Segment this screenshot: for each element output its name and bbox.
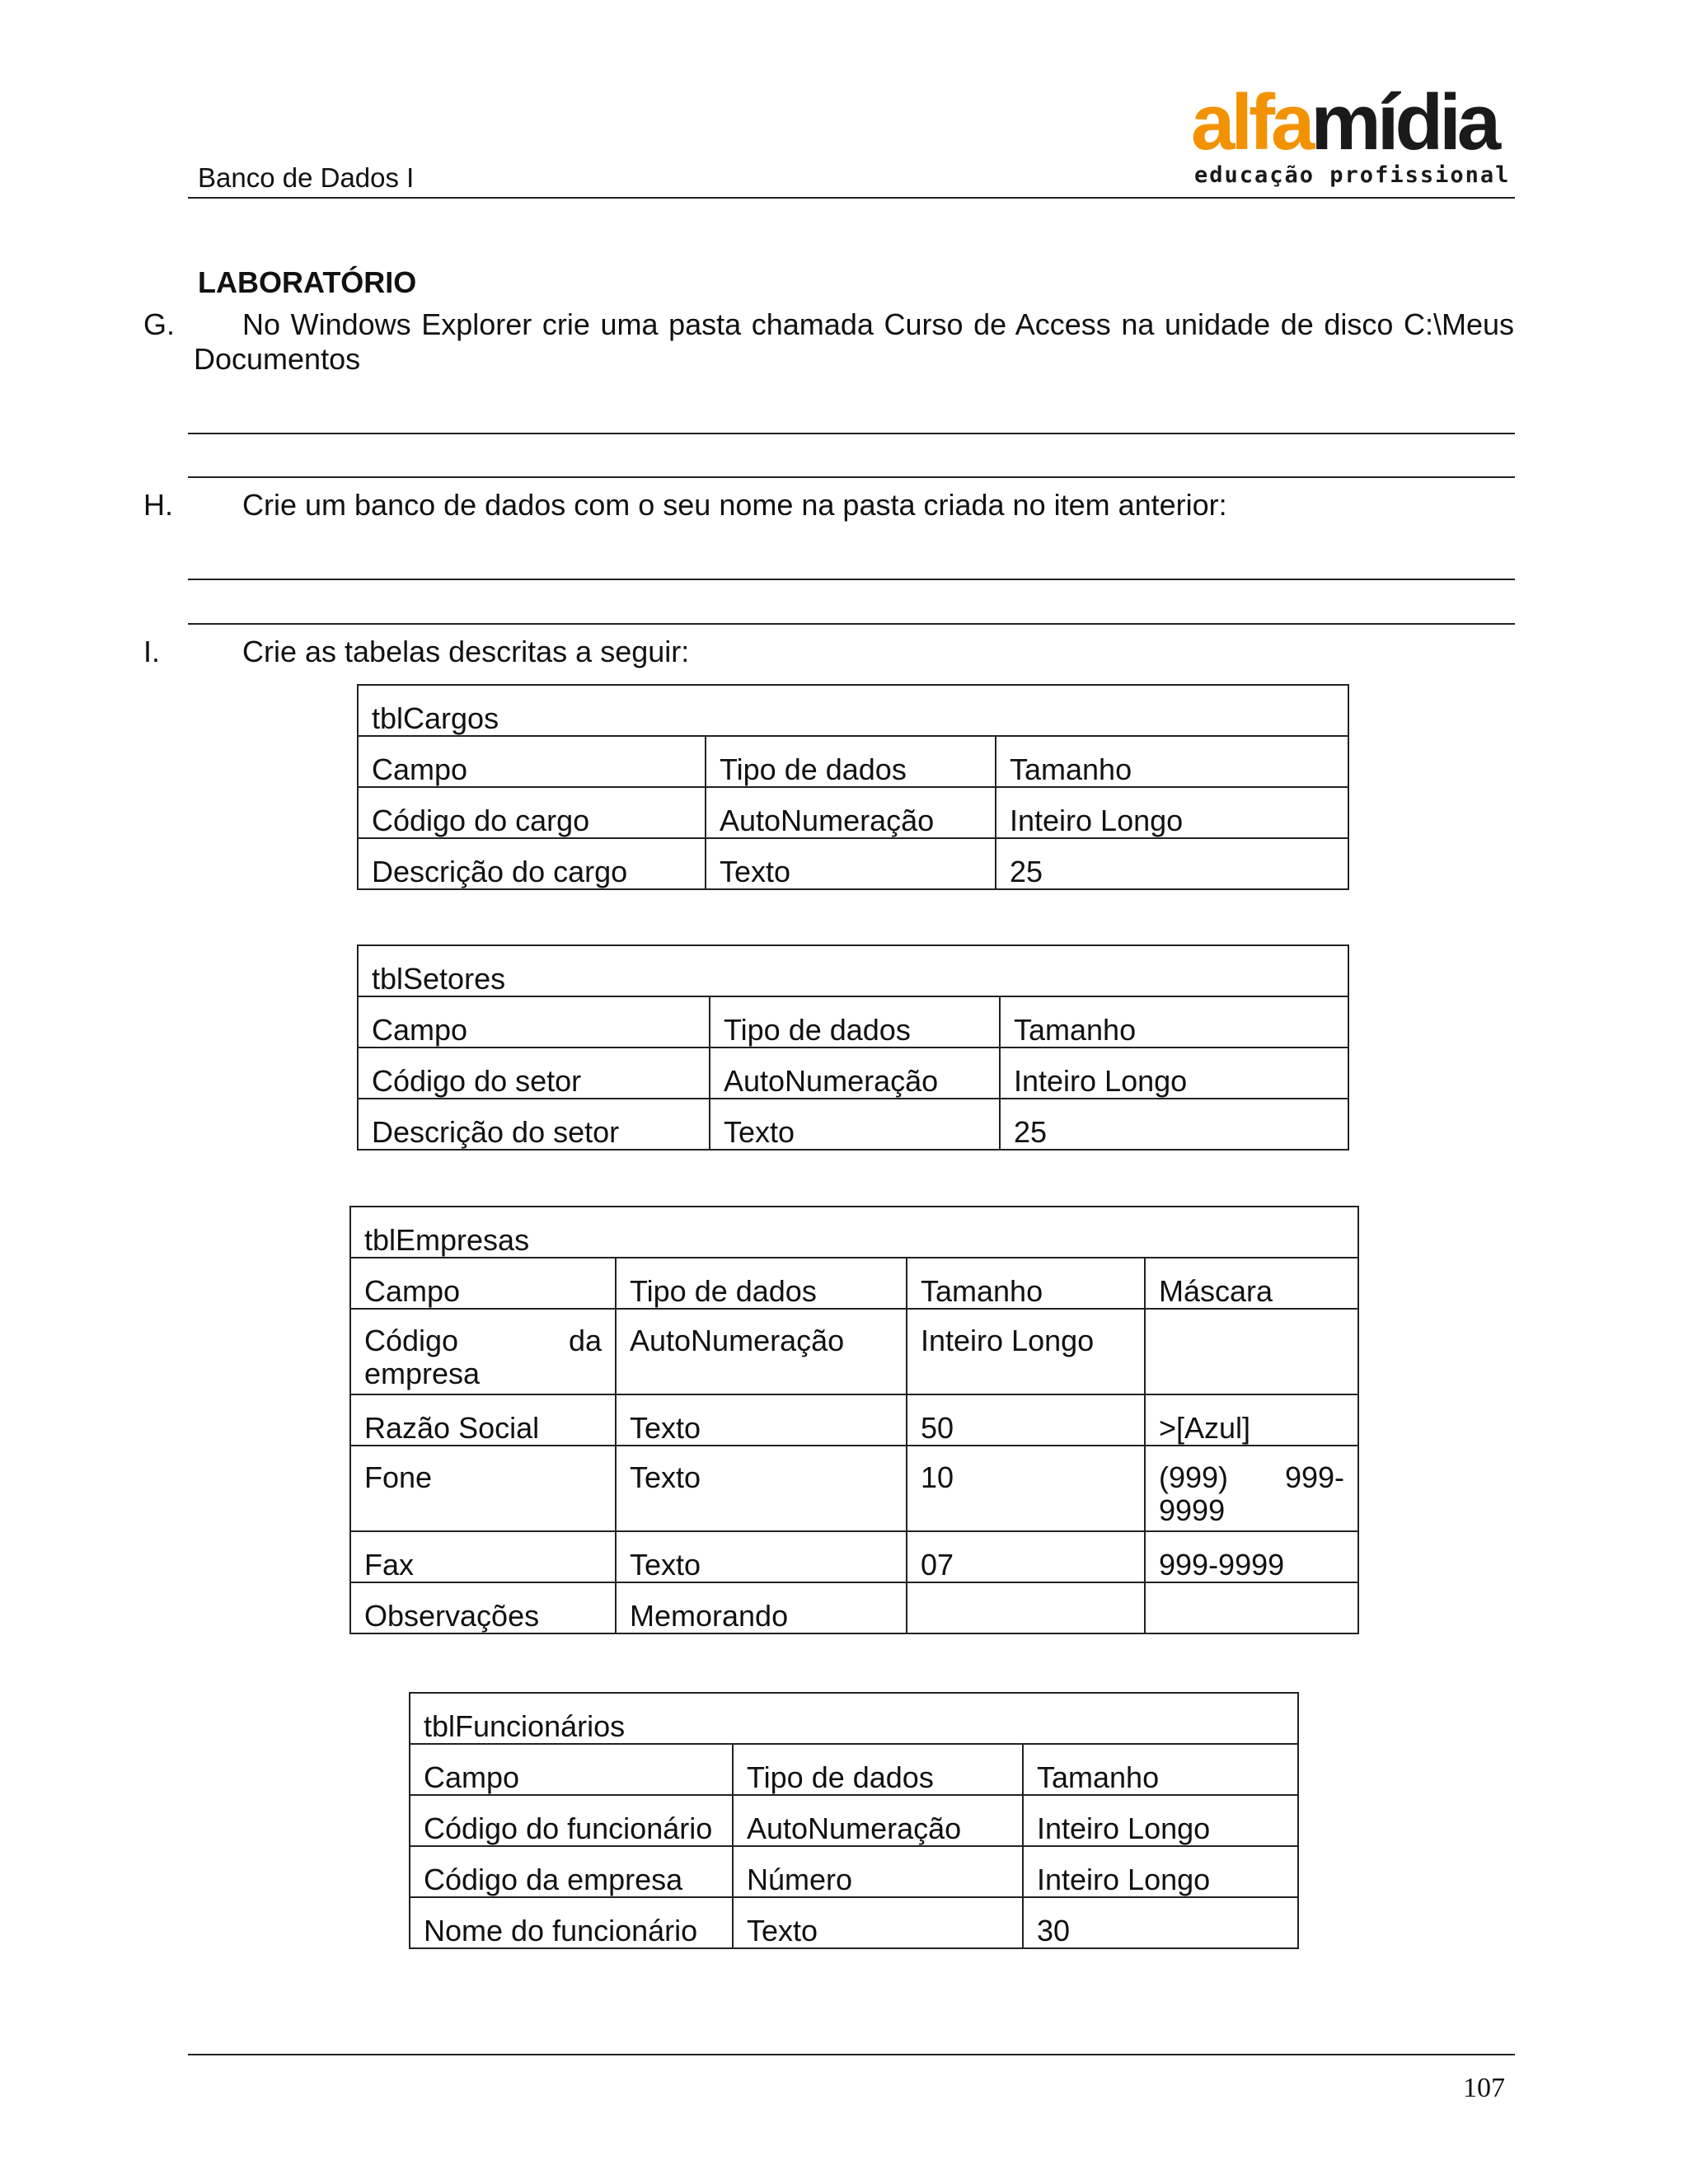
column-header: Máscara <box>1145 1258 1358 1309</box>
table-cell: 25 <box>1000 1099 1348 1150</box>
column-header: Tipo de dados <box>710 996 1000 1047</box>
table-caption-row <box>410 1693 1298 1744</box>
table-caption-row <box>350 1207 1358 1258</box>
table-cell: Inteiro Longo <box>1000 1047 1348 1099</box>
table-tblcargos <box>357 684 1349 890</box>
table-cell: Texto <box>616 1531 907 1582</box>
table-header-row <box>410 1744 1298 1795</box>
table-cell: Inteiro Longo <box>1023 1795 1298 1846</box>
table-cell: Fone <box>350 1446 616 1531</box>
column-header: Campo <box>410 1744 733 1795</box>
item-g-text: No Windows Explorer crie uma pasta chamada Curso de Access na unidade de disco C:\Meus Documentos <box>194 307 1514 376</box>
table-cell: >[Azul] <box>1145 1394 1358 1446</box>
table-row <box>350 1582 1358 1633</box>
answer-line <box>188 579 1515 580</box>
table-tblfuncionarios <box>409 1692 1299 1949</box>
column-header: Campo <box>358 736 706 787</box>
table-cell: AutoNumeração <box>616 1309 907 1394</box>
table-row <box>358 1099 1348 1150</box>
table-cell: (999) 999-9999 <box>1145 1446 1358 1531</box>
answer-line <box>188 476 1515 478</box>
answer-line <box>188 433 1515 434</box>
table-cell: AutoNumeração <box>733 1795 1023 1846</box>
table-name: tblFuncionários <box>410 1693 1298 1744</box>
table-caption-row <box>358 685 1348 736</box>
item-i-letter: I. <box>143 635 161 668</box>
page-number: 107 <box>1463 2073 1505 2103</box>
item-g-letter: G. <box>143 307 176 341</box>
column-header: Tipo de dados <box>733 1744 1023 1795</box>
running-header-title: Banco de Dados I <box>198 162 415 193</box>
table-cell: 30 <box>1023 1897 1298 1948</box>
table-row <box>358 838 1348 889</box>
section-heading: LABORATÓRIO <box>198 265 417 299</box>
alfamidia-logo <box>1191 78 1517 194</box>
table-cell: Código da empresa <box>410 1846 733 1897</box>
table-tblsetores <box>357 944 1349 1151</box>
column-header: Tipo de dados <box>616 1258 907 1309</box>
item-h-text: Crie um banco de dados com o seu nome na pasta criada no item anterior: <box>242 488 1227 522</box>
table-cell: Razão Social <box>350 1394 616 1446</box>
table-cell: Número <box>733 1846 1023 1897</box>
table-cell: Nome do funcionário <box>410 1897 733 1948</box>
footer-rule <box>188 2054 1515 2055</box>
table-row <box>350 1309 1358 1394</box>
table-cell: 50 <box>907 1394 1145 1446</box>
table-cell: Código do setor <box>358 1047 710 1099</box>
table-cell: 25 <box>996 838 1348 889</box>
table-cell: Fax <box>350 1531 616 1582</box>
table-cell <box>1145 1309 1358 1394</box>
column-header: Campo <box>350 1258 616 1309</box>
table-cell: 10 <box>907 1446 1145 1531</box>
table-name: tblEmpresas <box>350 1207 1358 1258</box>
table-cell: Memorando <box>616 1582 907 1633</box>
table-cell: Código da empresa <box>350 1309 616 1394</box>
table-row <box>350 1394 1358 1446</box>
table-cell: Inteiro Longo <box>907 1309 1145 1394</box>
table-caption-row <box>358 945 1348 996</box>
table-cell: 999-9999 <box>1145 1531 1358 1582</box>
table-tblempresas <box>349 1206 1359 1634</box>
table-cell: Texto <box>706 838 996 889</box>
table-name: tblCargos <box>358 685 1348 736</box>
table-cell <box>907 1582 1145 1633</box>
logo-wordmark: alfamídia <box>1191 78 1498 166</box>
table-cell: 07 <box>907 1531 1145 1582</box>
header-rule <box>188 197 1515 199</box>
table-cell: AutoNumeração <box>710 1047 1000 1099</box>
table-row <box>410 1897 1298 1948</box>
table-cell: Observações <box>350 1582 616 1633</box>
table-row <box>358 1047 1348 1099</box>
column-header: Tamanho <box>996 736 1348 787</box>
logo-tagline: educação profissional <box>1194 162 1511 188</box>
table-cell: Descrição do cargo <box>358 838 706 889</box>
table-cell: Inteiro Longo <box>1023 1846 1298 1897</box>
item-h-letter: H. <box>143 488 173 522</box>
column-header: Campo <box>358 996 710 1047</box>
table-cell: Texto <box>616 1446 907 1531</box>
table-header-row <box>358 736 1348 787</box>
table-cell: Descrição do setor <box>358 1099 710 1150</box>
table-cell: Código do funcionário <box>410 1795 733 1846</box>
table-cell: Código do cargo <box>358 787 706 838</box>
table-row <box>350 1531 1358 1582</box>
table-cell: Texto <box>616 1394 907 1446</box>
column-header: Tipo de dados <box>706 736 996 787</box>
table-cell: AutoNumeração <box>706 787 996 838</box>
table-row <box>410 1846 1298 1897</box>
table-row <box>410 1795 1298 1846</box>
table-row <box>358 787 1348 838</box>
table-cell: Texto <box>710 1099 1000 1150</box>
column-header: Tamanho <box>1023 1744 1298 1795</box>
table-cell: Texto <box>733 1897 1023 1948</box>
table-header-row <box>350 1258 1358 1309</box>
answer-line <box>188 623 1515 625</box>
table-cell <box>1145 1582 1358 1633</box>
table-name: tblSetores <box>358 945 1348 996</box>
table-row <box>350 1446 1358 1531</box>
column-header: Tamanho <box>907 1258 1145 1309</box>
column-header: Tamanho <box>1000 996 1348 1047</box>
table-cell: Inteiro Longo <box>996 787 1348 838</box>
item-i-text: Crie as tabelas descritas a seguir: <box>242 635 690 668</box>
table-header-row <box>358 996 1348 1047</box>
